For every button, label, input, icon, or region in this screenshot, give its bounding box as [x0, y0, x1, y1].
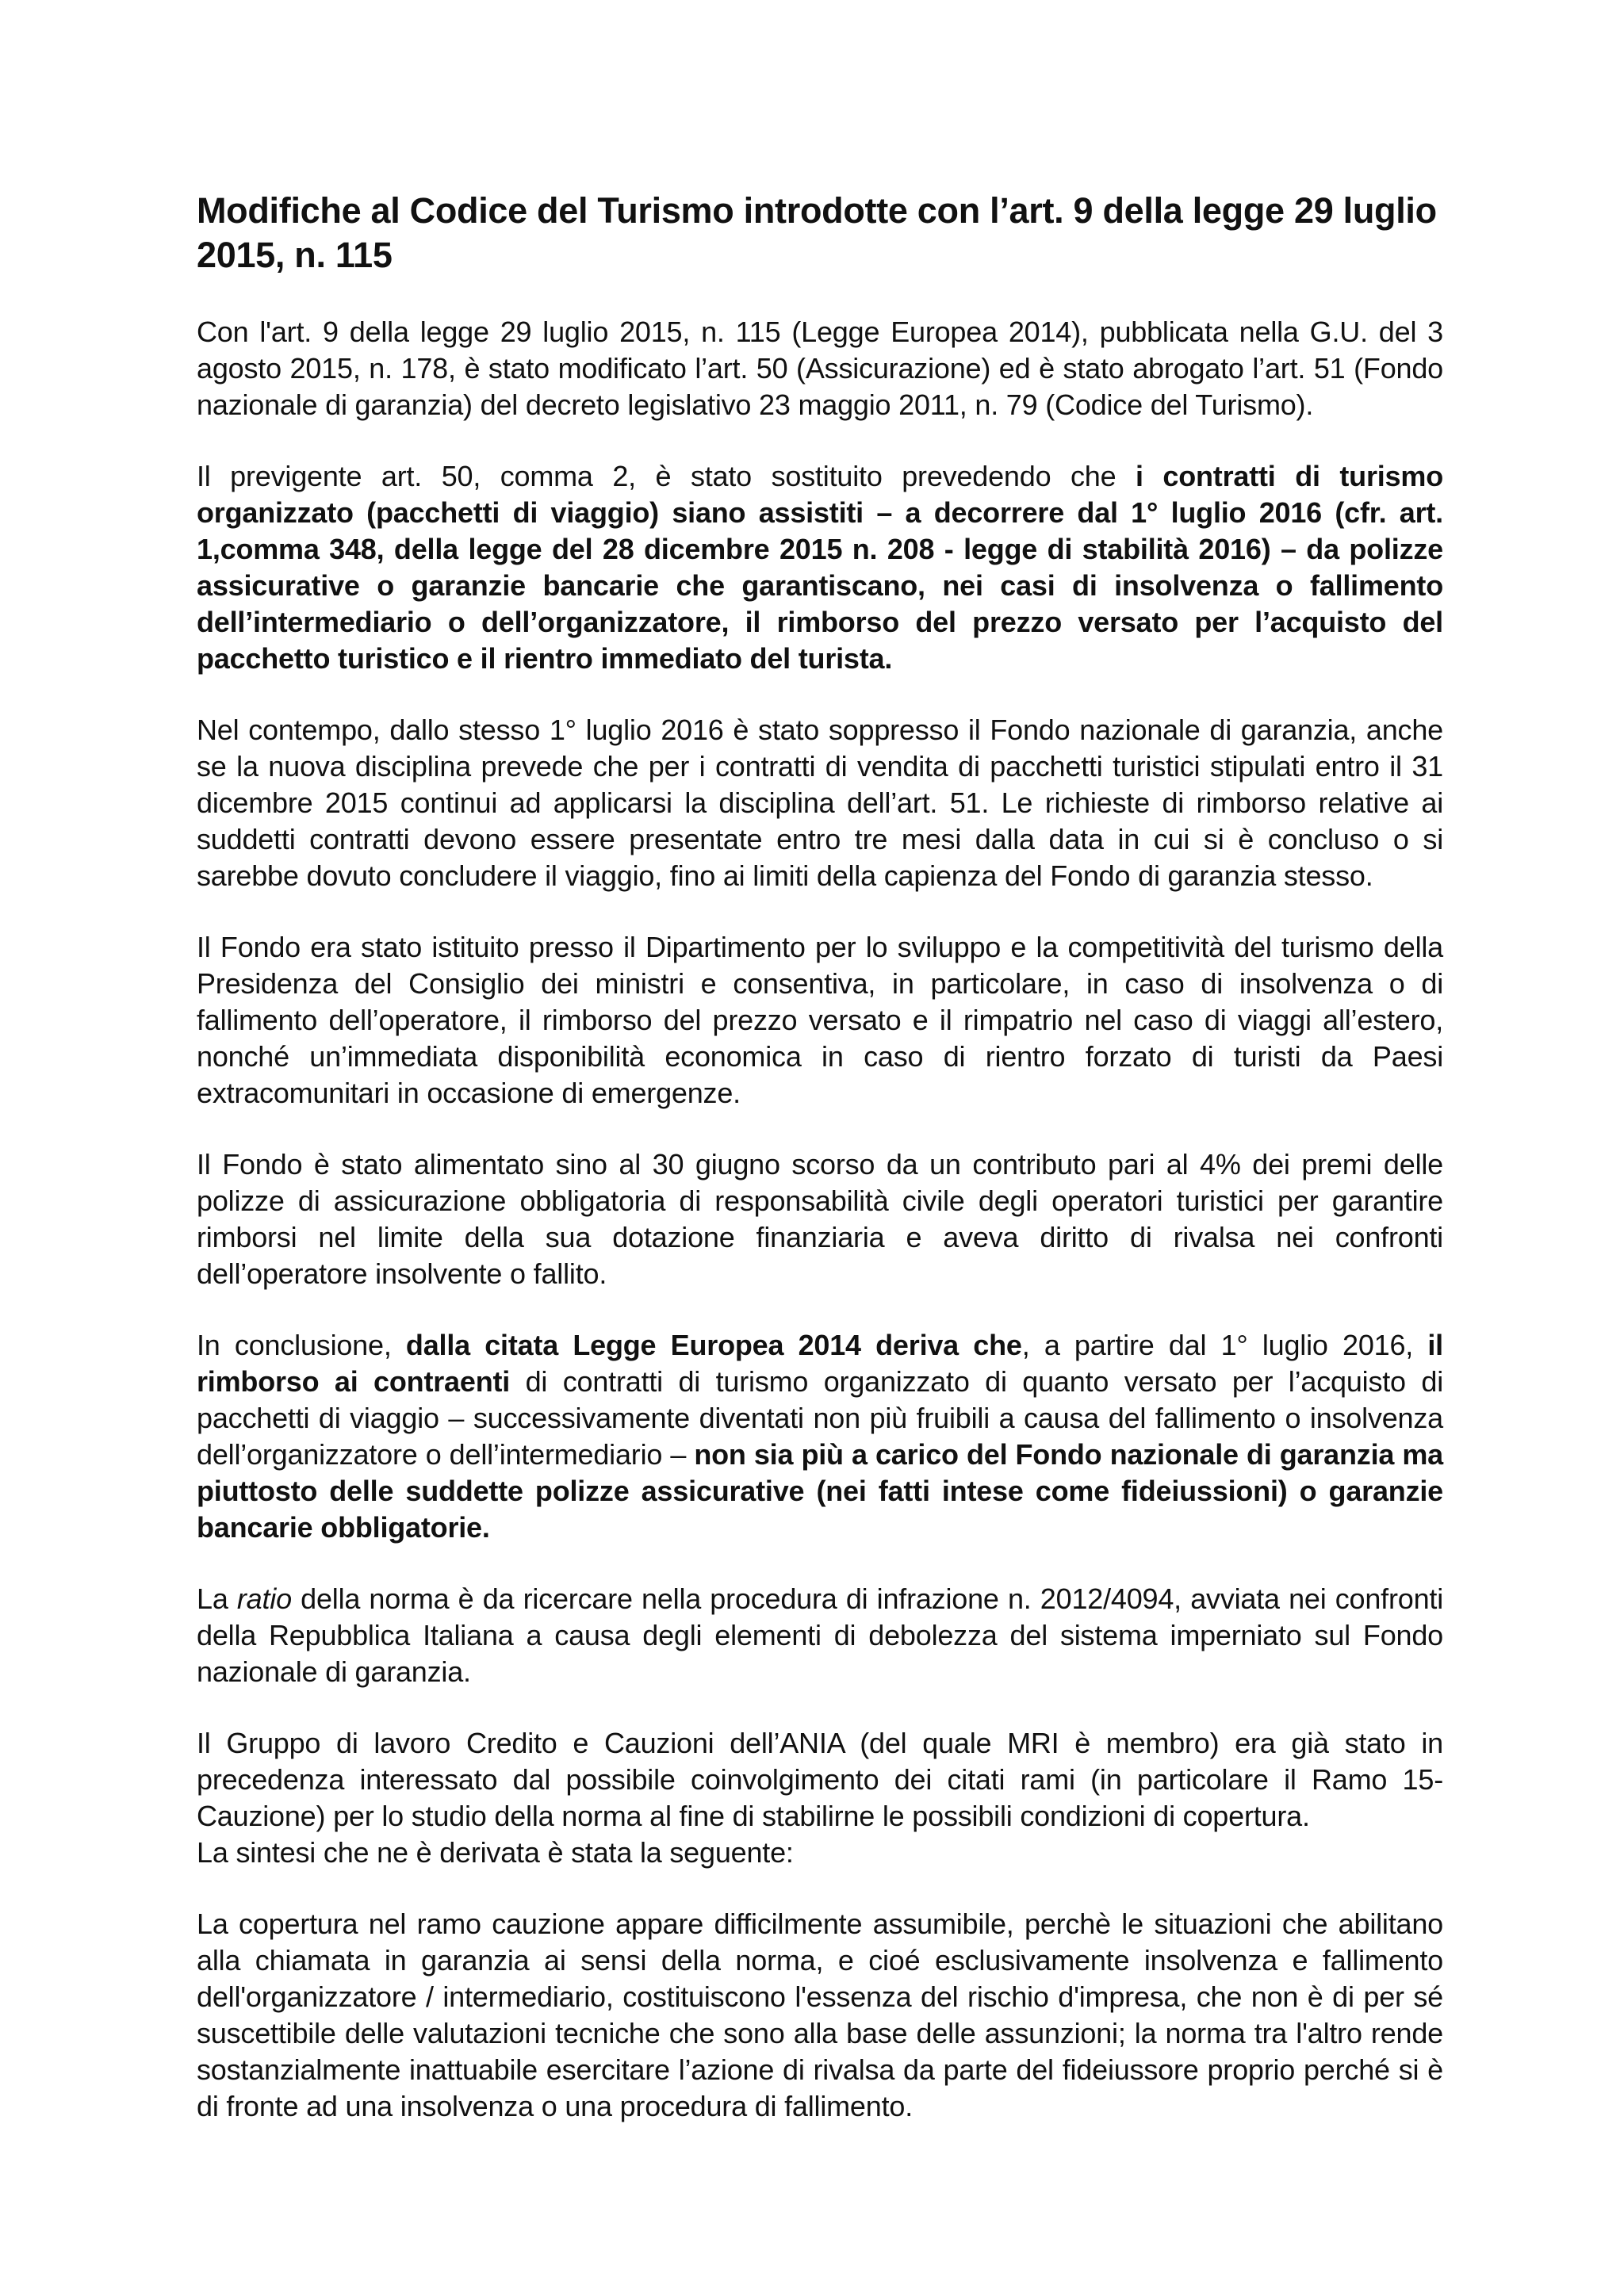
- document-body: [197, 189, 1443, 2160]
- paragraph-5: Il Fondo è stato alimentato sino al 30 giugno scorso da un contributo pari al 4% dei premi delle polizze di assicurazione obbligatoria di responsabilità civile degli operatori turistici per garantire rimborsi nel limite della sua dotazione finanziaria e aveva diritto di rivalsa nei confronti dell’operatore insolvente o fallito.: [197, 1148, 1443, 1290]
- paragraph-1: Con l'art. 9 della legge 29 luglio 2015, n. 115 (Legge Europea 2014), pubblicata nella G.U. del 3 agosto 2015, n. 178, è stato modificato l’art. 50 (Assicurazione) ed è stato abrogato l’art. 51 (Fondo nazionale di garanzia) del decreto legislativo 23 maggio 2011, n. 79 (Codice del Turismo).: [197, 316, 1443, 421]
- paragraph-7-part-c: della norma è da ricercare nella procedura di infrazione n. 2012/4094, avviata nei confronti della Repubblica Italiana a causa degli elementi di debolezza del sistema imperniato sul Fondo nazionale di garanzia.: [197, 1582, 1444, 1688]
- paragraph-6-part-b: dalla citata Legge Europea 2014 deriva che: [405, 1329, 1022, 1361]
- paragraph-6-part-a: In conclusione,: [197, 1329, 406, 1361]
- paragraph-7-part-a: La: [197, 1582, 237, 1615]
- paragraph-3: Nel contempo, dallo stesso 1° luglio 2016 è stato soppresso il Fondo nazionale di garanzia, anche se la nuova disciplina prevede che per i contratti di vendita di pacchetti turistici stipulati entro il 31 dicembre 2015 continui ad applicarsi la disciplina dell’art. 51. Le richieste di rimborso relative ai suddetti contratti devono essere presentate entro tre mesi dalla data in cui si è concluso o si sarebbe dovuto concludere il viaggio, fino ai limiti della capienza del Fondo di garanzia stesso.: [197, 714, 1443, 892]
- paragraph-6-part-f: non sia più a carico del Fondo nazionale di garanzia ma piuttosto delle suddette polizze assicurative (nei fatti intese come fideiussioni) o garanzie bancarie obbligatorie.: [197, 1438, 1443, 1544]
- paragraph-6: [197, 1327, 1443, 1546]
- paragraph-9: La sintesi che ne è derivata è stata la seguente:: [197, 1836, 794, 1869]
- paragraph-10: La copertura nel ramo cauzione appare difficilmente assumibile, perchè le situazioni che abilitano alla chiamata in garanzia ai sensi della norma, e cioé esclusivamente insolvenza e fallimento dell'organizzatore / intermediario, costituiscono l'essenza del rischio d'impresa, che non è di per sé suscettibile delle valutazioni tecniche che sono alla base delle assunzioni; la norma tra l'altro rende sostanzialmente inattuabile esercitare l’azione di rivalsa da parte del fideiussore proprio perché si è di fronte ad una insolvenza o una procedura di fallimento.: [197, 1908, 1443, 2122]
- paragraph-2-bold: i contratti di turismo organizzato (pacchetti di viaggio) siano assistiti – a decorrere dal 1° luglio 2016 (cfr. art. 1,comma 348, della legge del 28 dicembre 2015 n. 208 - legge di stabilità 2016) – da polizze assicurative o garanzie bancarie che garantiscano, nei casi di insolvenza o fallimento dell’intermediario o dell’organizzatore, il rimborso del prezzo versato per l’acquisto del pacchetto turistico e il rientro immediato del turista.: [197, 460, 1443, 675]
- paragraph-8: Il Gruppo di lavoro Credito e Cauzioni dell’ANIA (del quale MRI è membro) era già stato in precedenza interessato dal possibile coinvolgimento dei citati rami (in particolare il Ramo 15-Cauzione) per lo studio della norma al fine di stabilirne le possibili condizioni di copertura.: [197, 1727, 1443, 1832]
- paragraph-6-part-d: il rimborso ai contraenti: [197, 1329, 1443, 1398]
- paragraph-6-part-c: , a partire dal 1° luglio 2016,: [1021, 1329, 1428, 1361]
- paragraph-2-intro: Il previgente art. 50, comma 2, è stato sostituito prevedendo che: [197, 460, 1136, 492]
- paragraph-2: [197, 458, 1443, 677]
- document-title: Modifiche al Codice del Turismo introdotte con l’art. 9 della legge 29 luglio 2015, n. 115: [197, 190, 1437, 275]
- paragraph-6-part-e: di contratti di turismo organizzato di quanto versato per l’acquisto di pacchetti di viaggio – successivamente diventati non più fruibili a causa del fallimento o insolvenza dell’organizzatore o dell’intermediario –: [197, 1365, 1443, 1471]
- paragraph-7-ratio: ratio: [236, 1582, 292, 1615]
- paragraph-4: Il Fondo era stato istituito presso il Dipartimento per lo sviluppo e la competitività del turismo della Presidenza del Consiglio dei ministri e consentiva, in particolare, in caso di insolvenza o di fallimento dell’operatore, il rimborso del prezzo versato e il rimpatrio nel caso di viaggi all’estero, nonché un’immediata disponibilità economica in caso di rientro forzato di turisti da Paesi extracomunitari in occasione di emergenze.: [197, 931, 1443, 1109]
- paragraph-7: [197, 1581, 1443, 1690]
